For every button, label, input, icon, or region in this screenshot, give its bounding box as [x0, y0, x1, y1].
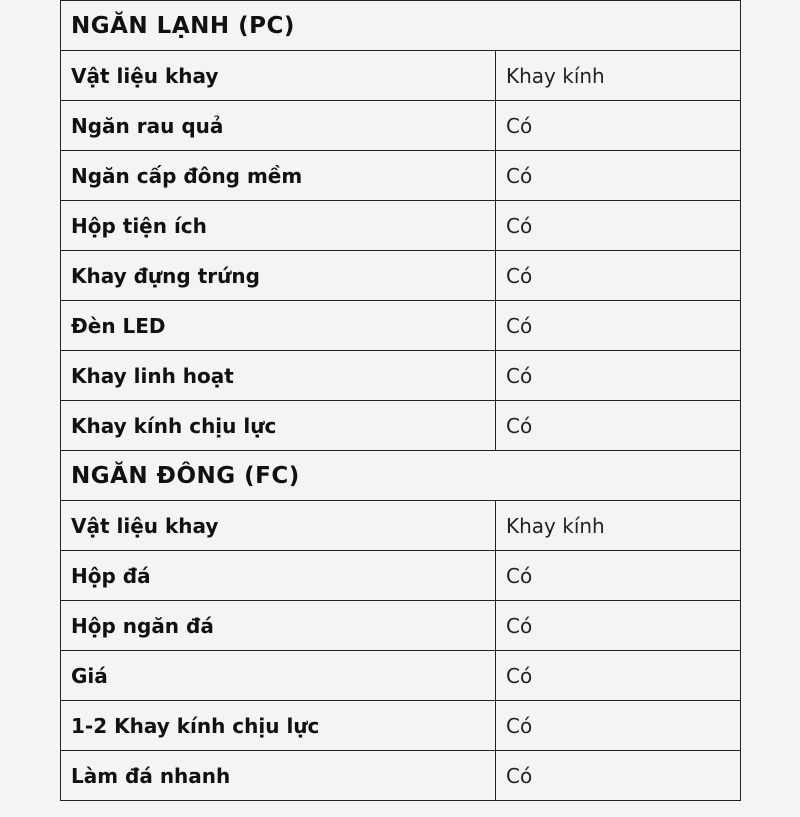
row-value: Có	[496, 301, 741, 351]
row-value: Có	[496, 651, 741, 701]
row-value: Có	[496, 601, 741, 651]
table-row	[61, 51, 741, 101]
spec-table-body	[61, 1, 741, 801]
row-value: Có	[496, 351, 741, 401]
row-label: Khay kính chịu lực	[61, 401, 496, 451]
section-title: NGĂN ĐÔNG (FC)	[61, 451, 741, 501]
table-row	[61, 701, 741, 751]
section-header-row	[61, 451, 741, 501]
table-row	[61, 601, 741, 651]
row-value: Có	[496, 151, 741, 201]
row-label: Làm đá nhanh	[61, 751, 496, 801]
row-value: Có	[496, 251, 741, 301]
table-row	[61, 651, 741, 701]
table-row	[61, 301, 741, 351]
row-label: Hộp đá	[61, 551, 496, 601]
table-row	[61, 551, 741, 601]
row-value: Có	[496, 551, 741, 601]
row-label: Hộp tiện ích	[61, 201, 496, 251]
row-label: Ngăn cấp đông mềm	[61, 151, 496, 201]
row-value: Có	[496, 701, 741, 751]
row-value: Khay kính	[496, 51, 741, 101]
row-label: Giá	[61, 651, 496, 701]
row-label: 1-2 Khay kính chịu lực	[61, 701, 496, 751]
row-value: Khay kính	[496, 501, 741, 551]
row-label: Đèn LED	[61, 301, 496, 351]
table-row	[61, 251, 741, 301]
section-header-row	[61, 1, 741, 51]
row-label: Hộp ngăn đá	[61, 601, 496, 651]
row-label: Khay linh hoạt	[61, 351, 496, 401]
row-value: Có	[496, 201, 741, 251]
row-value: Có	[496, 101, 741, 151]
spec-table	[60, 0, 741, 801]
row-value: Có	[496, 751, 741, 801]
table-row	[61, 501, 741, 551]
table-row	[61, 751, 741, 801]
row-label: Vật liệu khay	[61, 501, 496, 551]
table-row	[61, 151, 741, 201]
row-label: Ngăn rau quả	[61, 101, 496, 151]
row-label: Vật liệu khay	[61, 51, 496, 101]
row-value: Có	[496, 401, 741, 451]
table-row	[61, 101, 741, 151]
table-row	[61, 201, 741, 251]
table-row	[61, 401, 741, 451]
section-title: NGĂN LẠNH (PC)	[61, 1, 741, 51]
row-label: Khay đựng trứng	[61, 251, 496, 301]
table-row	[61, 351, 741, 401]
